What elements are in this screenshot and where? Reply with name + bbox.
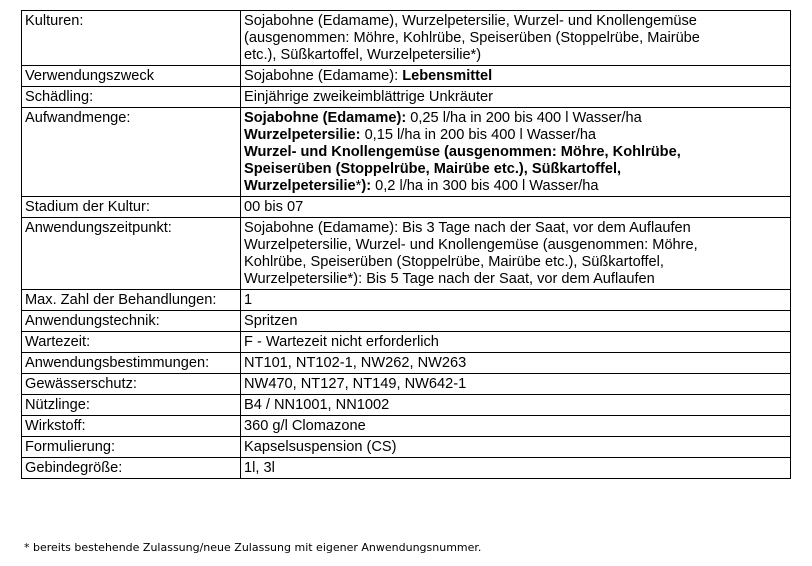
value-line (244, 127, 787, 144)
row-label: Nützlinge: (22, 395, 241, 416)
table-row (22, 332, 791, 353)
value-text: etc.), Süßkartoffel, Wurzelpetersilie*) (244, 47, 482, 63)
value-text: (ausgenommen: Möhre, Kohlrübe, Speiserüben (Stoppelrübe, Mairübe (244, 30, 700, 46)
row-label: Max. Zahl der Behandlungen: (22, 290, 241, 311)
row-value (241, 458, 791, 479)
value-text: Einjährige zweikeimblättrige Unkräuter (244, 89, 494, 105)
row-value (241, 311, 791, 332)
value-text: Kohlrübe, Speiserüben (Stoppelrübe, Mairübe etc.), Süßkartoffel, (244, 254, 664, 270)
value-text-bold: Speiserüben (Stoppelrübe, Mairübe etc.), Süßkartoffel, (244, 161, 622, 177)
value-text-bold: ): (361, 178, 372, 194)
value-line (244, 144, 787, 161)
value-text: 00 bis 07 (244, 199, 304, 215)
value-line (244, 47, 787, 64)
value-line (244, 30, 787, 47)
value-line (244, 178, 787, 195)
value-text: B4 / NN1001, NN1002 (244, 397, 390, 413)
row-label: Wirkstoff: (22, 416, 241, 437)
value-line (244, 271, 787, 288)
value-line (244, 292, 787, 309)
row-label: Verwendungszweck (22, 66, 241, 87)
value-line (244, 199, 787, 216)
value-text: Kapselsuspension (CS) (244, 439, 397, 455)
row-value (241, 374, 791, 395)
table-row (22, 197, 791, 218)
row-value (241, 87, 791, 108)
value-line (244, 355, 787, 372)
table-row (22, 395, 791, 416)
table-row (22, 290, 791, 311)
row-value (241, 353, 791, 374)
value-line (244, 13, 787, 30)
row-label: Stadium der Kultur: (22, 197, 241, 218)
spec-table-body (22, 11, 791, 479)
value-text-bold: Lebensmittel (402, 68, 493, 84)
value-line (244, 220, 787, 237)
value-text: * (355, 178, 362, 194)
row-label: Anwendungsbestimmungen: (22, 353, 241, 374)
table-row (22, 108, 791, 197)
value-line (244, 254, 787, 271)
table-row (22, 416, 791, 437)
value-text: 0,15 l/ha in 200 bis 400 l Wasser/ha (360, 127, 597, 143)
row-label: Schädling: (22, 87, 241, 108)
value-text: Spritzen (244, 313, 298, 329)
value-text: Wurzelpetersilie*): Bis 5 Tage nach der Saat, vor dem Auflaufen (244, 271, 655, 287)
value-text: 0,2 l/ha in 300 bis 400 l Wasser/ha (371, 178, 599, 194)
value-text: Wurzelpetersilie, Wurzel- und Knollengemüse (ausgenommen: Möhre, (244, 237, 698, 253)
value-line (244, 418, 787, 435)
row-label: Anwendungstechnik: (22, 311, 241, 332)
row-label: Aufwandmenge: (22, 108, 241, 197)
value-line (244, 313, 787, 330)
table-row (22, 311, 791, 332)
row-label: Gebindegröße: (22, 458, 241, 479)
row-label: Gewässerschutz: (22, 374, 241, 395)
table-row (22, 353, 791, 374)
table-row (22, 87, 791, 108)
table-row (22, 218, 791, 290)
footnote: * bereits bestehende Zulassung/neue Zulassung mit eigener Anwendungsnummer. (24, 541, 482, 554)
row-value (241, 197, 791, 218)
value-text-bold: Sojabohne (Edamame): (244, 110, 407, 126)
row-label: Kulturen: (22, 11, 241, 66)
row-label: Formulierung: (22, 437, 241, 458)
value-line (244, 334, 787, 351)
value-line (244, 460, 787, 477)
value-text: Sojabohne (Edamame): Bis 3 Tage nach der Saat, vor dem Auflaufen (244, 220, 691, 236)
value-line (244, 376, 787, 393)
value-text-bold: Wurzelpetersilie: (244, 127, 361, 143)
value-line (244, 110, 787, 127)
product-spec-table (21, 10, 791, 479)
value-line (244, 161, 787, 178)
value-text-bold: Wurzel- und Knollengemüse (ausgenommen: Möhre, Kohlrübe, (244, 144, 681, 160)
table-row (22, 458, 791, 479)
row-value (241, 437, 791, 458)
row-value (241, 108, 791, 197)
row-value (241, 218, 791, 290)
value-text: Sojabohne (Edamame), Wurzelpetersilie, Wurzel- und Knollengemüse (244, 13, 697, 29)
row-value (241, 66, 791, 87)
row-value (241, 416, 791, 437)
value-text: F - Wartezeit nicht erforderlich (244, 334, 439, 350)
value-line (244, 397, 787, 414)
row-value (241, 395, 791, 416)
value-text: 0,25 l/ha in 200 bis 400 l Wasser/ha (406, 110, 642, 126)
row-value (241, 11, 791, 66)
row-value (241, 290, 791, 311)
value-line (244, 439, 787, 456)
table-row (22, 374, 791, 395)
value-line (244, 68, 787, 85)
value-text: 1l, 3l (244, 460, 275, 476)
value-text: Sojabohne (Edamame): (244, 68, 403, 84)
value-text-bold: Wurzelpetersilie (244, 178, 356, 194)
row-label: Anwendungszeitpunkt: (22, 218, 241, 290)
table-row (22, 11, 791, 66)
value-line (244, 89, 787, 106)
value-text: NT101, NT102-1, NW262, NW263 (244, 355, 467, 371)
value-text: NW470, NT127, NT149, NW642-1 (244, 376, 467, 392)
row-value (241, 332, 791, 353)
value-line (244, 237, 787, 254)
value-text: 360 g/l Clomazone (244, 418, 366, 434)
table-row (22, 437, 791, 458)
value-text: 1 (244, 292, 253, 308)
row-label: Wartezeit: (22, 332, 241, 353)
table-row (22, 66, 791, 87)
